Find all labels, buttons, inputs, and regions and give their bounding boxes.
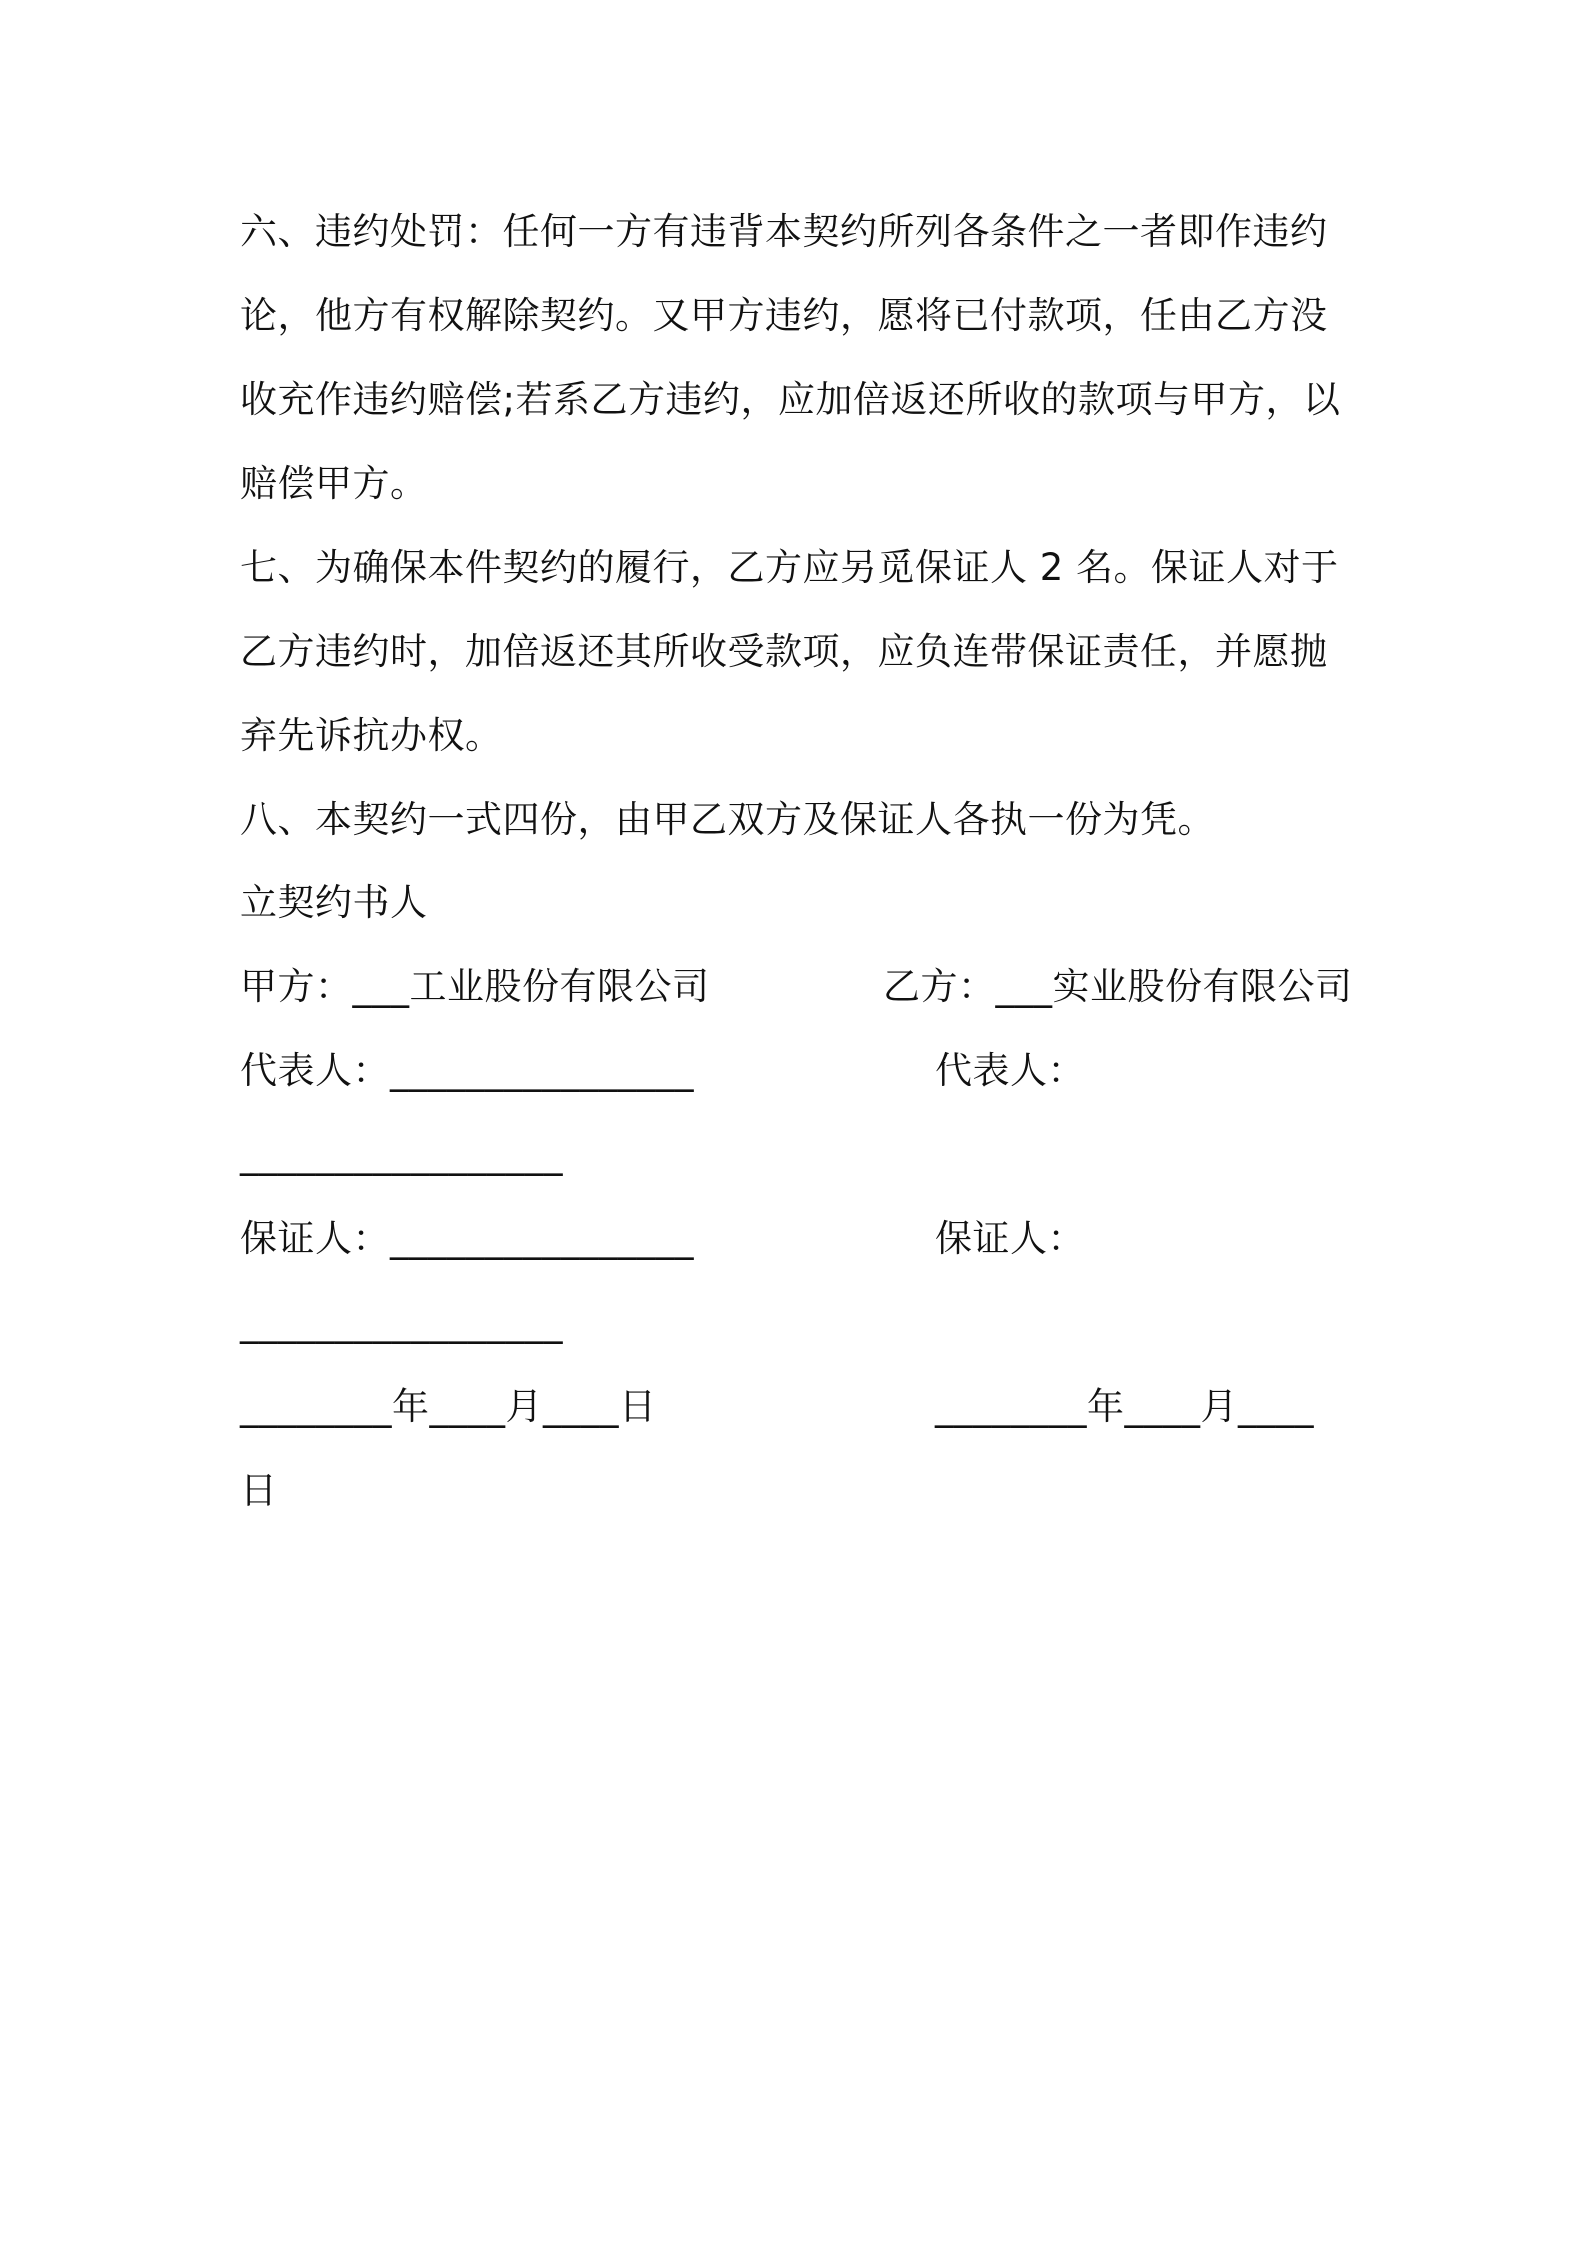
clause-seven-guarantor: 七、为确保本件契约的履行，乙方应另觅保证人 2 名。保证人对于乙方违约时，加倍返还其所收受款项，应负连带保证责任，并愿抛弃先诉抗办权。 [240,546,1339,757]
party-b-guarantor-blank: _________________ [240,1301,563,1344]
party-a-guarantor: 保证人：________________ [240,1217,694,1260]
clause-eight-copies: 八、本契约一式四份，由甲乙双方及保证人各执一份为凭。 [240,798,1215,841]
party-b-representative: 代表人： [935,1049,1085,1092]
party-b-date-day: 日 [240,1469,278,1512]
clause-six-penalty: 六、违约处罚：任何一方有违背本契约所列各条件之一者即作违约论，他方有权解除契约。又甲方违约，愿将已付款项，任由乙方没收充作违约赔偿;若系乙方违约，应加倍返还所收的款项与甲方，以赔偿甲方。 [240,210,1341,505]
party-a-name: 甲方：___工业股份有限公司 [240,965,710,1008]
party-b-date: ________年____月____ [935,1385,1314,1428]
signers-heading: 立契约书人 [240,881,428,924]
party-a-date: ________年____月____日 [240,1385,657,1428]
party-b-guarantor: 保证人： [935,1217,1085,1260]
party-a-representative: 代表人：________________ [240,1049,694,1092]
party-b-representative-blank: _________________ [240,1133,563,1176]
party-b-name: 乙方：___实业股份有限公司 [883,965,1353,1008]
